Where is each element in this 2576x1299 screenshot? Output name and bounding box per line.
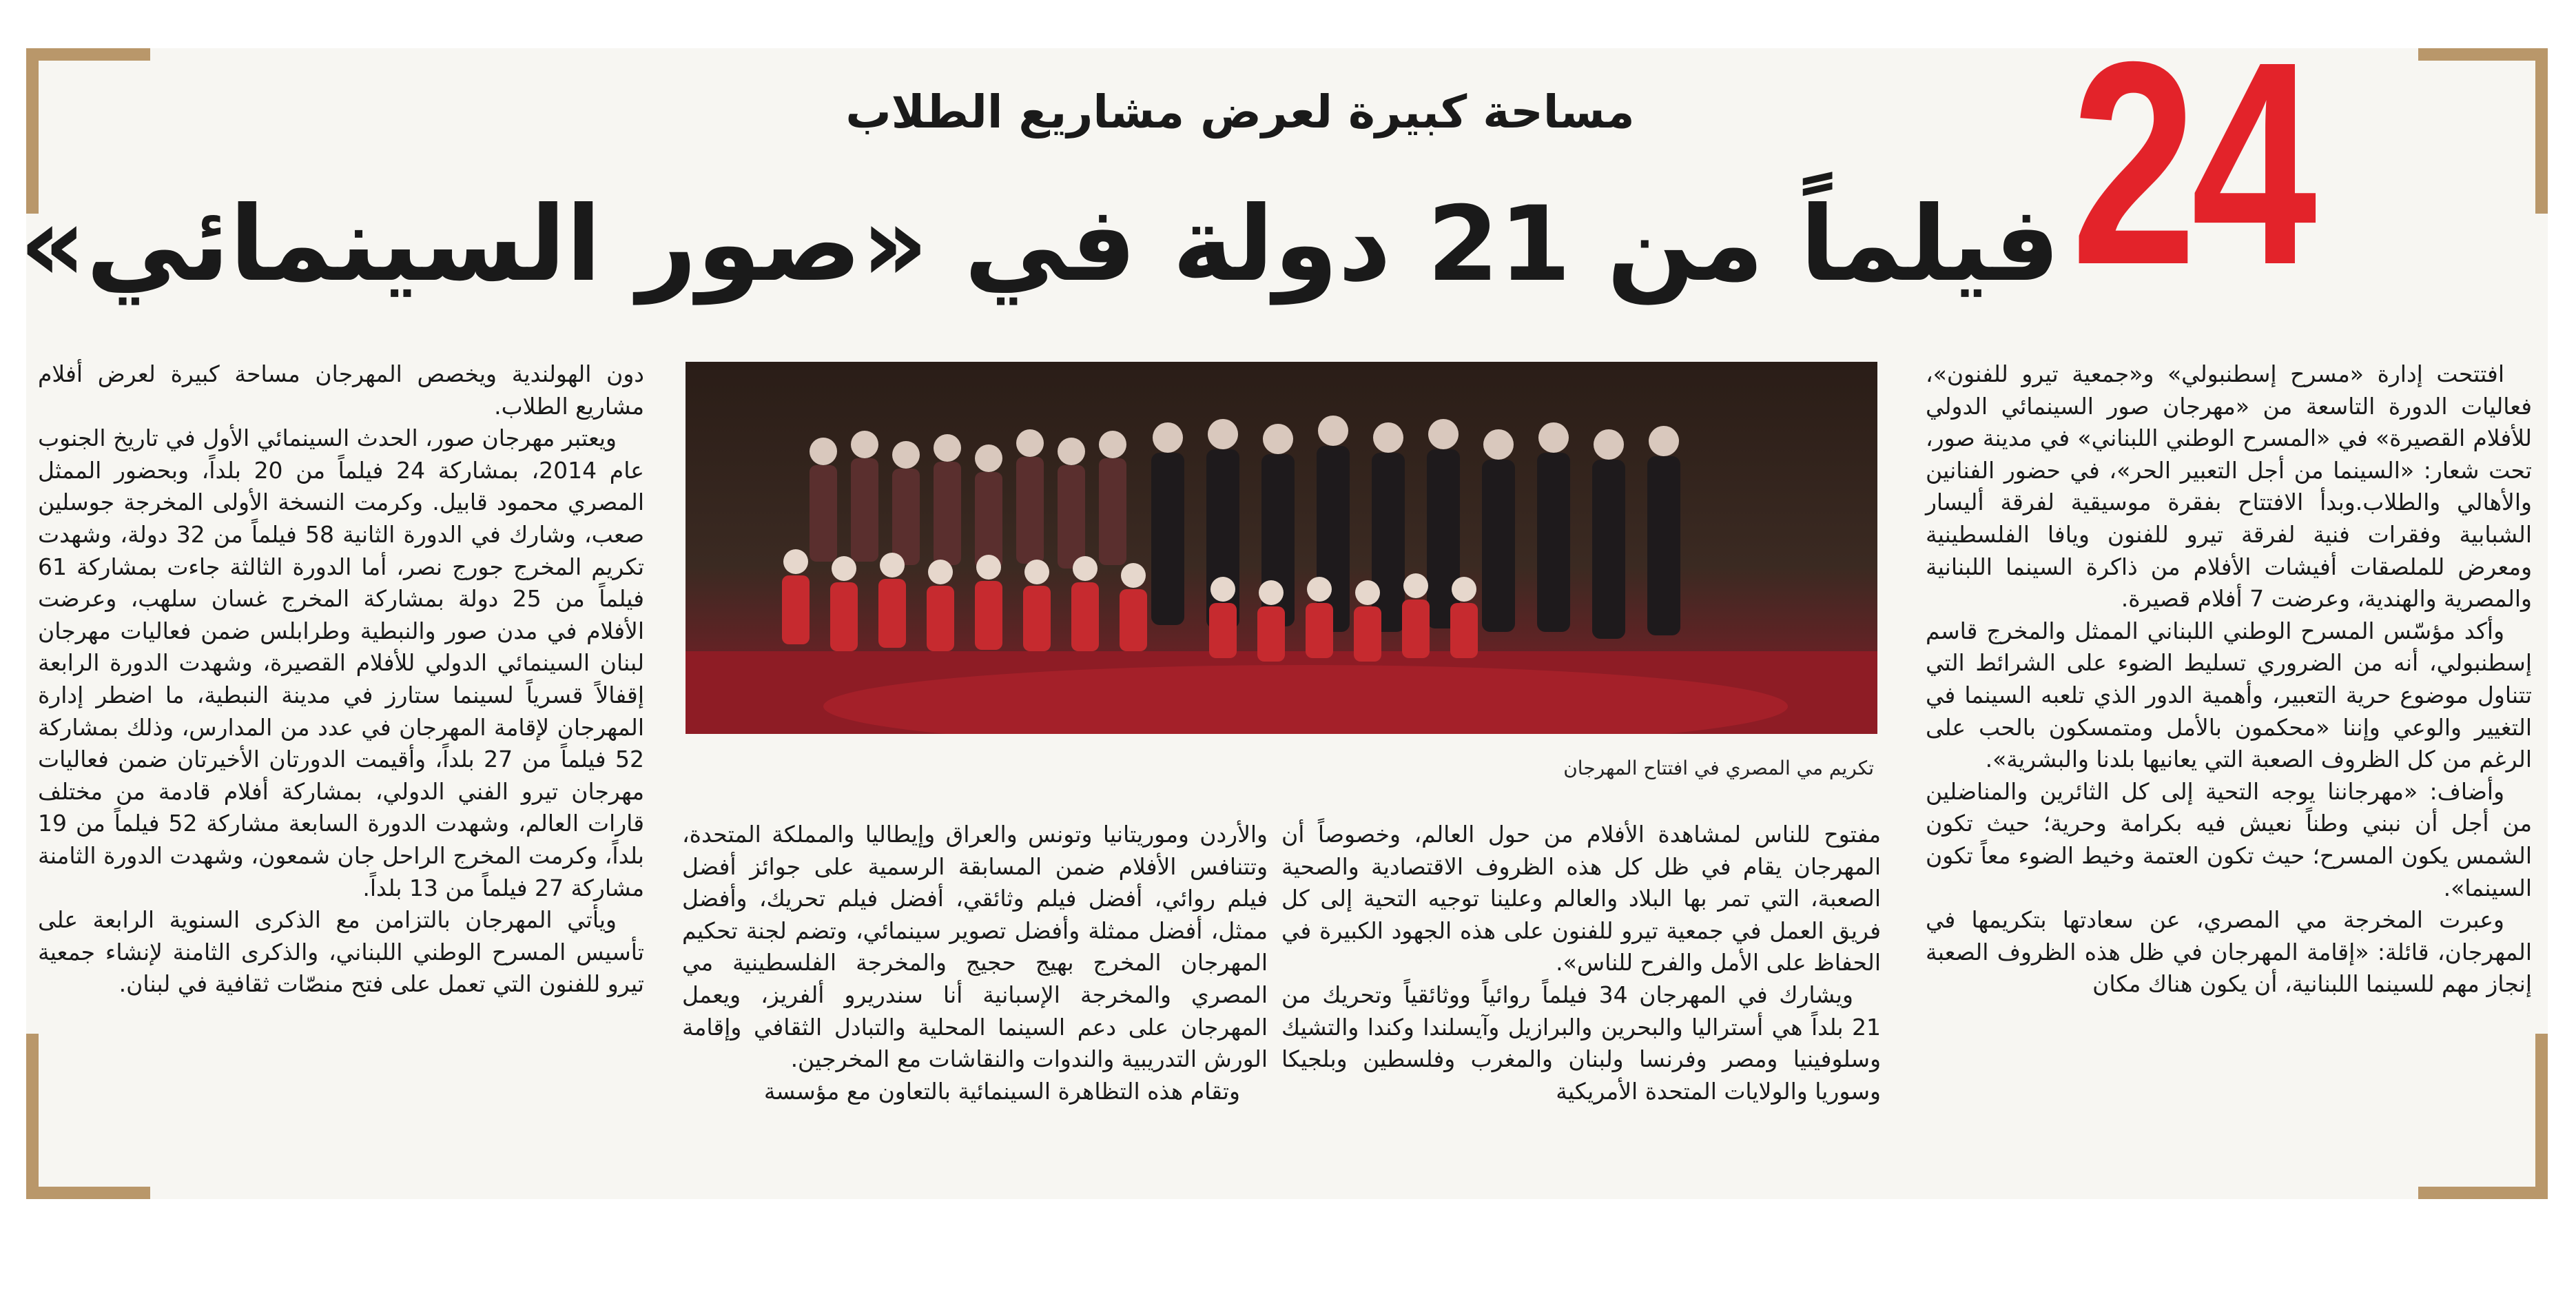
paragraph: وتقام هذه التظاهرة السينمائية بالتعاون مع مؤسسة: [763, 1077, 1240, 1105]
subheadline: مساحة كبيرة لعرض مشاريع الطلاب: [845, 85, 1635, 139]
article-column-4: [38, 358, 644, 1158]
article-column-3: [682, 819, 1268, 1163]
frame-corner: [2535, 48, 2548, 214]
photo-caption: تكريم مي المصري في افتتاح المهرجان: [1563, 757, 1874, 779]
paragraph: دون الهولندية ويخصص المهرجان مساحة كبيرة لعرض أفلام مشاريع الطلاب.: [38, 360, 644, 420]
paragraph: وأضاف: «مهرجاننا يوجه التحية إلى كل الثائرين والمناضلين من أجل أن نبني وطناً نعيش فيه بكرامة وحرية؛ حيث تكون الشمس يكون المسرح؛ حيث تكون العتمة وخيط الضوء معاً تكون السينما».: [1926, 777, 2532, 901]
article-column-2: [1281, 819, 1881, 1163]
paragraph: افتتحت إدارة «مسرح إسطنبولي» و«جمعية تيرو للفنون»، فعاليات الدورة التاسعة من «مهرجان صور السينمائي الدولي للأفلام القصيرة» في «المسرح الوطني اللبناني» في مدينة صور، تحت شعار: «السينما من أجل التعبير الحر»، في حضور الفنانين والأهالي والطلاب.وبدأ الافتتاح بفقرة موسيقية لفرقة أليسار الشبابية وفقرات فنية لفرقة تيرو للفنون ويافا الفلسطينية ومعرض للملصقات أفيشات الأفلام من ذاكرة السينما اللبنانية والمصرية والهندية، وعرضت 7 أفلام قصيرة.: [1926, 360, 2532, 613]
paragraph: ويعتبر مهرجان صور، الحدث السينمائي الأول في تاريخ الجنوب عام 2014، بمشاركة 24 فيلماً من 20 بلداً، وبحضور الممثل المصري محمود قابيل. وكرمت النسخة الأولى المخرجة جوسلين صعب، وشارك في الدورة الثانية 58 فيلماً من 32 دولة، وشهدت تكريم المخرج جورج نصر، أما الدورة الثالثة جاءت بمشاركة 61 فيلماً من 25 دولة بمشاركة المخرج غسان سلهب، وعرضت الأفلام في مدن صور والنبطية وطرابلس ضمن فعاليات مهرجان لبنان السينمائي الدولي للأفلام القصيرة، وشهدت الدورة الرابعة إقفالاً قسرياً لسينما ستارز في مدينة النبطية، ما اضطر إدارة المهرجان لإقامة المهرجان في عدد من المدارس، وذلك بمشاركة 52 فيلماً من 27 بلداً، وأقيمت الدورتان الأخيرتان ضمن فعاليات مهرجان تيرو الفني الدولي، بمشاركة أفلام قادمة من مختلف قارات العالم، وشهدت الدورة السابعة مشاركة 52 فيلماً من 19 بلداً، وكرمت المخرج الراحل جان شمعون، وشهدت الدورة الثامنة مشاركة 27 فيلماً من 13 بلداً.: [38, 425, 644, 901]
headline-number: 24: [2071, 2, 2311, 325]
photo-illustration: [686, 362, 1877, 734]
paragraph: ويشارك في المهرجان 34 فيلماً روائياً ووثائقياً وتحريك من 21 بلداً هي أستراليا والبحرين والبرازيل وآيسلندا وكندا والتشيك وسلوفينيا ومصر وفرنسا ولبنان والمغرب وفلسطين وبلجيكا وسوريا والولايات المتحدة الأمريكية: [1281, 981, 1881, 1105]
article-column-1: [1926, 358, 2532, 1158]
headline: فيلماً من 21 دولة في «صور السينمائي»: [19, 185, 2060, 305]
paragraph: والأردن وموريتانيا وتونس والعراق وإيطاليا والمملكة المتحدة، وتتنافس الأفلام ضمن المسابقة الرسمية على جوائز أفضل فيلم روائي، أفضل فيلم وثائقي، أفضل فيلم تحريك، وأفضل ممثل، أفضل ممثلة وأفضل تصوير سينمائي، وتضم لجنة تحكيم المهرجان المخرج بهيج حجيج والمخرجة الفلسطينية مي المصري والمخرجة الإسبانية أنا سندريرو ألفريز، ويعمل المهرجان على دعم السينما المحلية والتبادل الثقافي وإقامة الورش التدريبية والندوات والنقاشات مع المخرجين.: [682, 821, 1268, 1073]
paragraph: وعبرت المخرجة مي المصري، عن سعادتها بتكريمها في المهرجان، قائلة: «إقامة المهرجان في ظل هذه الظروف الصعبة إنجاز مهم للسينما اللبنانية، أن يكون هناك مكان: [1926, 906, 2532, 998]
paragraph: وأكد مؤسّس المسرح الوطني اللبناني الممثل والمخرج قاسم إسطنبولي، أنه من الضروري تسليط الضوء على الشرائط التي تتناول موضوع حرية التعبير، وأهمية الدور الذي تلعبه السينما في التغيير والوعي وإننا «محكمون بالأمل ومتمسكون بالحب على الرغم من كل الظروف الصعبة التي يعانيها بلدنا والبشرية».: [1926, 617, 2532, 773]
frame-corner: [2418, 48, 2548, 61]
frame-corner: [26, 48, 150, 61]
paragraph: ويأتي المهرجان بالتزامن مع الذكرى السنوية الرابعة على تأسيس المسرح الوطني اللبناني، والذكرى الثامنة لإنشاء جمعية تيرو للفنون التي تعمل على فتح منصّات ثقافية في لبنان.: [38, 906, 644, 998]
frame-corner: [26, 1034, 39, 1199]
frame-corner: [2535, 1034, 2548, 1199]
frame-corner: [26, 1187, 150, 1199]
article-photo: [686, 362, 1877, 734]
paragraph: مفتوح للناس لمشاهدة الأفلام من حول العالم، وخصوصاً أن المهرجان يقام في ظل كل هذه الظروف الاقتصادية والصحية الصعبة، التي تمر بها البلاد والعالم وعلينا توجيه التحية إلى كل فريق العمل في جمعية تيرو للفنون على هذه الجهود الكبيرة في الحفاظ على الأمل والفرح للناس».: [1281, 821, 1881, 976]
frame-corner: [2418, 1187, 2548, 1199]
